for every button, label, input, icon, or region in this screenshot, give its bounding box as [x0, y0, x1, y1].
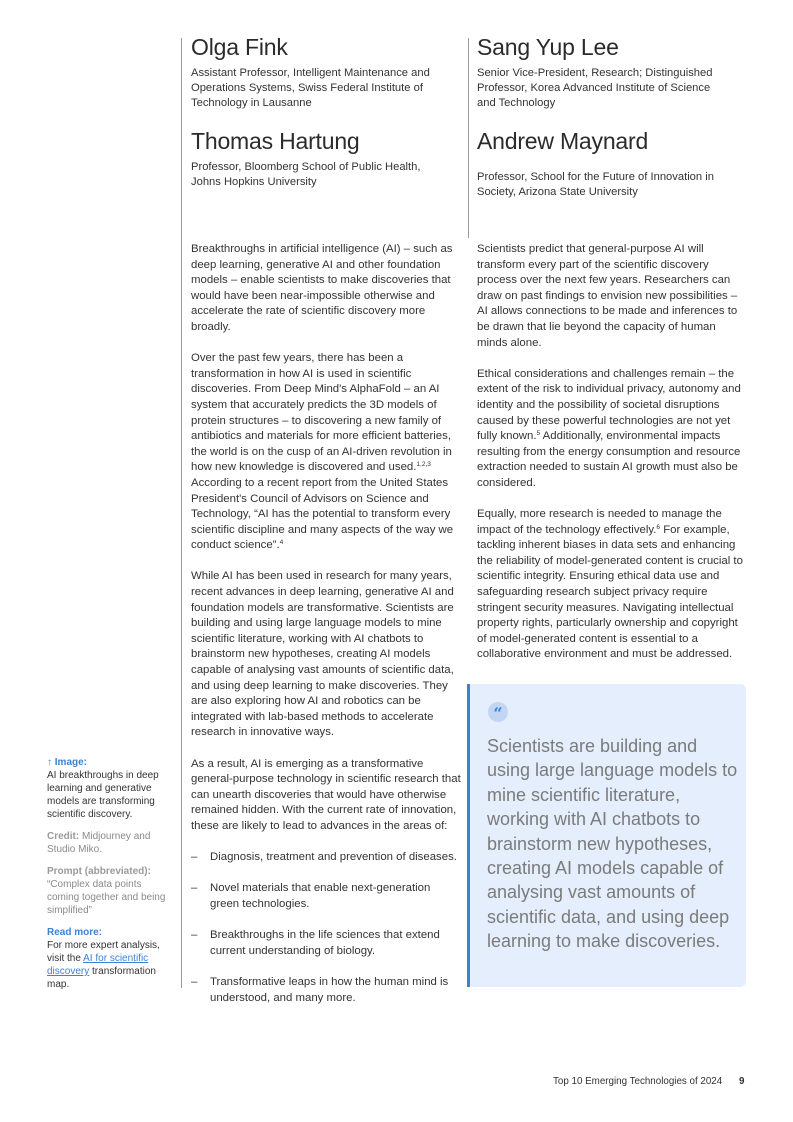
page-number: 9 — [739, 1076, 745, 1087]
paragraph: Scientists predict that general-purpose AI will transform every part of the scientific discovery process over the next few years. Researchers can draw on past findings to envision new possibilities – AI allows connections to be made and inferences to be drawn that lie beyond the capacity of human minds alone. — [477, 243, 738, 349]
read-more-label: Read more: — [47, 927, 103, 938]
author-name: Thomas Hartung — [191, 128, 360, 154]
read-more-text: For more expert analysis, visit the — [47, 940, 160, 964]
author-sang-yup-lee — [477, 34, 747, 111]
up-arrow-icon: ↑ — [47, 757, 52, 768]
footnote-ref[interactable]: 4 — [279, 539, 284, 547]
paragraph: Over the past few years, there has been a transformation in how AI is used in scientific discoveries. From Deep Mind's AlphaFold – an AI system that accurately predicts the 3D models of protein structures – to discovering a new family of antibiotics and materials for more efficient batteries, the world is on the cusp of an AI-driven revolution in how new knowledge is discovered and used.$^{1,2,3}$ According to a recent report from the United States President's Council of Advisors on Science and Technology, “AI has the potential to transform every scientific discipline and many aspects of the way we conduct science”.$^4$ — [191, 352, 454, 552]
author-role: Professor, Bloomberg School of Public Health, Johns Hopkins University — [191, 161, 421, 188]
footnote-ref[interactable]: 1,2,3 — [416, 461, 431, 469]
author-role: Professor, School for the Future of Innovation in Society, Arizona State University — [477, 171, 714, 198]
image-caption — [47, 756, 171, 821]
prompt-label: Prompt (abbreviated): — [47, 866, 151, 877]
author-name: Olga Fink — [191, 34, 288, 60]
author-name: Sang Yup Lee — [477, 34, 619, 60]
left-column — [191, 242, 461, 1022]
list-item: – Breakthroughs in the life sciences that extend current understanding of biology. — [191, 928, 461, 959]
advances-list — [191, 850, 461, 1006]
image-prompt — [47, 865, 171, 917]
image-text: AI breakthroughs in deep learning and generative models are transforming scientific discovery. — [47, 770, 159, 820]
footnote-ref[interactable]: 5 — [536, 430, 541, 438]
paragraph: Breakthroughs in artificial intelligence (AI) – such as deep learning, generative AI and other foundation models – enable scientists to make discoveries that would have been near-impossible otherwise and accelerate the rate of scientific discovery more broadly. — [191, 243, 453, 333]
read-more-text: transformation map. — [47, 966, 156, 990]
transformation-map-link[interactable]: AI for scientific discovery — [47, 953, 149, 977]
list-item: – Diagnosis, treatment and prevention of diseases. — [191, 850, 461, 866]
pull-quote — [467, 684, 746, 987]
author-role: Senior Vice-President, Research; Distinguished Professor, Korea Advanced Institute of Science and Technology — [477, 67, 713, 109]
image-credit — [47, 830, 171, 856]
footnote-ref[interactable]: 6 — [656, 523, 661, 531]
prompt-text: “Complex data points coming together and being simplified” — [47, 879, 166, 916]
credit-label: Credit: — [47, 831, 80, 842]
image-label: Image: — [54, 757, 88, 768]
author-role: Assistant Professor, Intelligent Maintenance and Operations Systems, Swiss Federal Institute of Technology in Lausanne — [191, 67, 430, 109]
list-item: – Transformative leaps in how the human mind is understood, and many more. — [191, 975, 461, 1006]
read-more — [47, 926, 171, 991]
column-divider-left — [181, 38, 182, 988]
author-thomas-hartung — [191, 128, 456, 190]
author-andrew-maynard — [477, 128, 747, 200]
image-sidebar — [47, 756, 171, 1000]
author-olga-fink — [191, 34, 456, 111]
credit-text: Midjourney and Studio Miko. — [47, 831, 151, 855]
right-column — [477, 242, 749, 679]
footer-title: Top 10 Emerging Technologies of 2024 — [553, 1076, 723, 1087]
quote-text: Scientists are building and using large language models to mine scientific literature, working with AI chatbots to brainstorm new hypotheses, creating AI models capable of analysing vast amounts of scientific data, and using deep learning to make discoveries. — [487, 736, 738, 952]
quote-icon: “ — [488, 702, 508, 722]
list-item: – Novel materials that enable next-generation green technologies. — [191, 881, 461, 912]
paragraph: Ethical considerations and challenges remain – the extent of the risk to individual privacy, autonomy and identity and the possibility of societal disruptions caused by these powerful technologies are not yet fully known.$^5$ Additionally, environmental impacts resulting from the energy consumption and resource extraction needed to sustain AI growth must also be considered. — [477, 367, 741, 489]
paragraph: While AI has been used in research for many years, recent advances in deep learning, generative AI and foundation models are transformative. Scientists are building and using large language models to mine scientific literature, working with AI chatbots to brainstorm new hypotheses, creating AI models capable of analysing vast amounts of scientific data, and using deep learning to make discoveries. They are also exploring how AI and robotics can be integrated with lab-based methods to accelerate research in innovative ways. — [191, 570, 454, 739]
paragraph: As a result, AI is emerging as a transformative general-purpose technology in scientific research that can unearth discoveries that would have otherwise remained hidden. With the current rate of innovation, these are likely to lead to advances in the areas of: — [191, 757, 461, 832]
paragraph: Equally, more research is needed to manage the impact of the technology effectively.$^6$ For example, tackling inherent biases in data sets and enhancing the reliability of model-generated content is crucial to scientific integrity. Ensuring ethical data use and safeguarding research subject privacy require stringent security measures. Navigating intellectual property rights, particularly ownership and copyright of model-generated content is essential to a collaborative environment and must be addressed. — [477, 508, 743, 661]
column-divider-right — [468, 38, 469, 238]
author-name: Andrew Maynard — [477, 128, 649, 154]
